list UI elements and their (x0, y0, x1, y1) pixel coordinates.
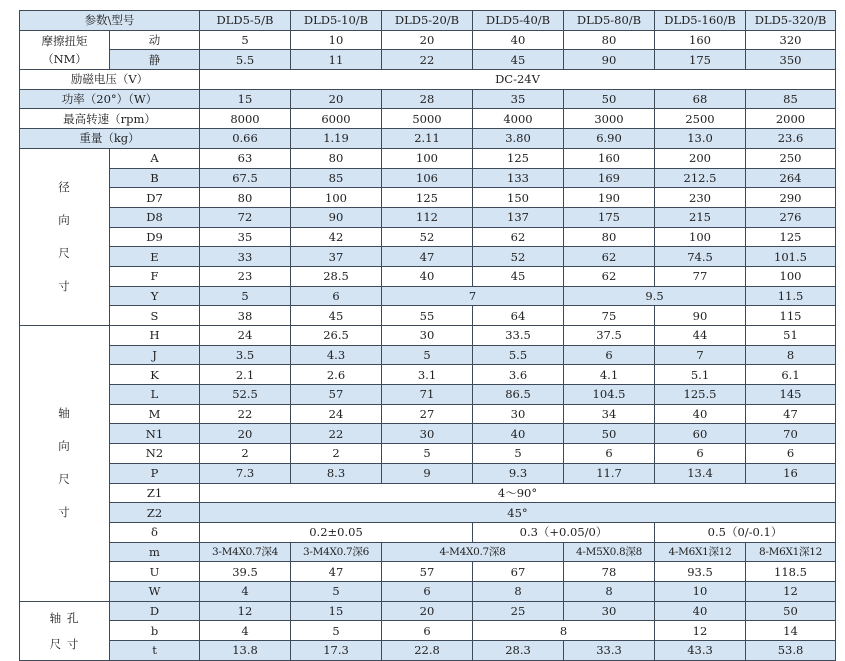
weight-cell: 23.6 (746, 129, 836, 149)
weight-cell: 3.80 (473, 129, 564, 149)
dim-cell: 27 (382, 404, 473, 424)
dim-cell: 67 (473, 562, 564, 582)
radial-row-e (20, 247, 836, 267)
dim-cell: 5 (382, 444, 473, 464)
torque-dynamic-cell: 10 (291, 30, 382, 50)
power-cell: 15 (200, 89, 291, 109)
dim-cell: 215 (655, 207, 746, 227)
dim-cell: 4 (200, 581, 291, 601)
dim-cell: 250 (746, 148, 836, 168)
power-cell: 35 (473, 89, 564, 109)
torque-label (20, 30, 110, 69)
axial-row-delta (20, 522, 836, 542)
voltage-row (20, 70, 836, 90)
dim-cell: 52.5 (200, 385, 291, 405)
dim-cell: 60 (655, 424, 746, 444)
model-header: DLD5-20/B (382, 11, 473, 31)
dim-cell: 14 (746, 621, 836, 641)
dim-cell: 100 (382, 148, 473, 168)
dim-cell: 22 (200, 404, 291, 424)
weight-cell: 0.66 (200, 129, 291, 149)
dim-cell: 20 (382, 601, 473, 621)
dim-cell: 0.2±0.05 (200, 522, 473, 542)
dim-cell: 85 (291, 168, 382, 188)
torque-static-label: 静 (110, 50, 200, 70)
axial-row-z1 (20, 483, 836, 503)
radial-row-d8 (20, 207, 836, 227)
dim-key: m (110, 542, 200, 562)
torque-dynamic-cell: 40 (473, 30, 564, 50)
dim-cell: 35 (200, 227, 291, 247)
dim-cell: 11.7 (564, 463, 655, 483)
dim-cell: 47 (291, 562, 382, 582)
dim-cell: 2 (291, 444, 382, 464)
torque-dynamic-cell: 160 (655, 30, 746, 50)
dim-cell: 75 (564, 306, 655, 326)
model-header: DLD5-80/B (564, 11, 655, 31)
dim-key: D8 (110, 207, 200, 227)
axial-row-n2 (20, 444, 836, 464)
dim-cell: 133 (473, 168, 564, 188)
torque-static-row (20, 50, 836, 70)
axial-group-label-char: 寸 (58, 505, 71, 520)
dim-cell: 52 (382, 227, 473, 247)
dim-key: δ (110, 522, 200, 542)
dim-key: Z2 (110, 503, 200, 523)
dim-cell: 90 (291, 207, 382, 227)
bore-group-line: 轴 孔 (49, 610, 80, 625)
torque-dynamic-cell: 80 (564, 30, 655, 50)
dim-key: t (110, 641, 200, 661)
dim-cell: 40 (655, 404, 746, 424)
dim-cell: 2 (200, 444, 291, 464)
dim-cell: 6.1 (746, 365, 836, 385)
dim-cell: 7.3 (200, 463, 291, 483)
dim-cell: 4-M5X0.8深8 (564, 542, 655, 562)
voltage-label: 励磁电压（V） (20, 70, 200, 90)
dim-cell: 62 (564, 247, 655, 267)
dim-cell: 25 (473, 601, 564, 621)
dim-key: E (110, 247, 200, 267)
dim-cell: 4.3 (291, 345, 382, 365)
speed-cell: 8000 (200, 109, 291, 129)
torque-dynamic-cell: 5 (200, 30, 291, 50)
torque-label-line2: （NM） (42, 51, 87, 66)
spec-table (19, 10, 836, 661)
dim-key: H (110, 326, 200, 346)
dim-cell: 86.5 (473, 385, 564, 405)
dim-cell: 112 (382, 207, 473, 227)
dim-cell: 30 (382, 326, 473, 346)
dim-key: D9 (110, 227, 200, 247)
dim-cell: 24 (291, 404, 382, 424)
weight-cell: 1.19 (291, 129, 382, 149)
dim-cell: 6 (564, 345, 655, 365)
dim-cell: 230 (655, 188, 746, 208)
dim-cell: 8-M6X1深12 (746, 542, 836, 562)
dim-cell: 23 (200, 266, 291, 286)
dim-cell: 40 (655, 601, 746, 621)
dim-cell: 175 (564, 207, 655, 227)
dim-cell: 7 (655, 345, 746, 365)
torque-static-cell: 11 (291, 50, 382, 70)
axial-row-l (20, 385, 836, 405)
dim-cell: 20 (200, 424, 291, 444)
dim-cell: 9 (382, 463, 473, 483)
dim-cell: 100 (746, 266, 836, 286)
torque-static-cell: 90 (564, 50, 655, 70)
radial-group-label-char: 径 (58, 179, 71, 194)
axial-row-h (20, 326, 836, 346)
dim-cell: 80 (291, 148, 382, 168)
radial-group-label (20, 148, 110, 325)
voltage-value: DC-24V (200, 70, 836, 90)
power-row (20, 89, 836, 109)
bore-group-label (20, 601, 110, 660)
dim-cell: 6 (291, 286, 382, 306)
dim-cell: 50 (564, 424, 655, 444)
speed-cell: 3000 (564, 109, 655, 129)
dim-cell: 70 (746, 424, 836, 444)
power-cell: 68 (655, 89, 746, 109)
dim-cell: 2.6 (291, 365, 382, 385)
dim-cell: 125 (746, 227, 836, 247)
dim-cell: 57 (382, 562, 473, 582)
dim-cell: 0.3（+0.05/0） (473, 522, 655, 542)
dim-cell: 106 (382, 168, 473, 188)
dim-cell: 33 (200, 247, 291, 267)
dim-cell: 190 (564, 188, 655, 208)
dim-cell: 30 (382, 424, 473, 444)
dim-key: Y (110, 286, 200, 306)
axial-row-p (20, 463, 836, 483)
axial-row-w (20, 581, 836, 601)
dim-key: N2 (110, 444, 200, 464)
weight-cell: 2.11 (382, 129, 473, 149)
dim-cell: 15 (291, 601, 382, 621)
dim-cell: 145 (746, 385, 836, 405)
speed-cell: 5000 (382, 109, 473, 129)
dim-cell: 33.3 (564, 641, 655, 661)
dim-cell: 8 (473, 621, 655, 641)
dim-key: L (110, 385, 200, 405)
model-header: DLD5-5/B (200, 11, 291, 31)
dim-key: W (110, 581, 200, 601)
dim-cell: 40 (382, 266, 473, 286)
dim-cell: 90 (655, 306, 746, 326)
dim-cell: 4～90° (200, 483, 836, 503)
radial-group-label-char: 尺 (58, 245, 71, 260)
torque-static-cell: 45 (473, 50, 564, 70)
dim-key: b (110, 621, 200, 641)
torque-dynamic-label: 动 (110, 30, 200, 50)
dim-cell: 45 (291, 306, 382, 326)
dim-cell: 74.5 (655, 247, 746, 267)
dim-cell: 5.1 (655, 365, 746, 385)
dim-key: K (110, 365, 200, 385)
dim-cell: 137 (473, 207, 564, 227)
dim-cell: 57 (291, 385, 382, 405)
torque-static-cell: 5.5 (200, 50, 291, 70)
dim-cell: 100 (655, 227, 746, 247)
radial-row-d9 (20, 227, 836, 247)
power-cell: 20 (291, 89, 382, 109)
dim-cell: 71 (382, 385, 473, 405)
dim-cell: 64 (473, 306, 564, 326)
dim-key: M (110, 404, 200, 424)
dim-cell: 40 (473, 424, 564, 444)
dim-cell: 200 (655, 148, 746, 168)
speed-cell: 2500 (655, 109, 746, 129)
dim-cell: 101.5 (746, 247, 836, 267)
dim-cell: 55 (382, 306, 473, 326)
speed-label: 最高转速（rpm） (20, 109, 200, 129)
dim-cell: 72 (200, 207, 291, 227)
dim-cell: 150 (473, 188, 564, 208)
radial-group-label-char: 寸 (58, 278, 71, 293)
dim-key: P (110, 463, 200, 483)
model-header: DLD5-320/B (746, 11, 836, 31)
dim-cell: 5 (291, 621, 382, 641)
axial-group-label (20, 326, 110, 602)
speed-cell: 6000 (291, 109, 382, 129)
axial-group-label-char: 向 (58, 439, 71, 454)
dim-cell: 93.5 (655, 562, 746, 582)
dim-cell: 62 (564, 266, 655, 286)
dim-cell: 34 (564, 404, 655, 424)
dim-cell: 3.1 (382, 365, 473, 385)
radial-row-a (20, 148, 836, 168)
dim-cell: 45 (473, 266, 564, 286)
dim-key: J (110, 345, 200, 365)
dim-cell: 42 (291, 227, 382, 247)
dim-cell: 12 (655, 621, 746, 641)
radial-group-label-char: 向 (58, 212, 71, 227)
dim-cell: 290 (746, 188, 836, 208)
bore-row-d (20, 601, 836, 621)
dim-cell: 2.1 (200, 365, 291, 385)
dim-cell: 28.3 (473, 641, 564, 661)
dim-key: U (110, 562, 200, 582)
dim-cell: 169 (564, 168, 655, 188)
dim-cell: 50 (746, 601, 836, 621)
axial-group-label-char: 尺 (58, 472, 71, 487)
dim-cell: 78 (564, 562, 655, 582)
weight-label: 重量（kg） (20, 129, 200, 149)
torque-dynamic-cell: 320 (746, 30, 836, 50)
dim-cell: 118.5 (746, 562, 836, 582)
param-model-header: 参数\型号 (20, 11, 200, 31)
dim-cell: 6 (746, 444, 836, 464)
power-cell: 28 (382, 89, 473, 109)
dim-cell: 125 (382, 188, 473, 208)
dim-cell: 8 (564, 581, 655, 601)
dim-key: B (110, 168, 200, 188)
dim-cell: 5 (291, 581, 382, 601)
dim-cell: 264 (746, 168, 836, 188)
axial-row-u (20, 562, 836, 582)
dim-cell: 12 (200, 601, 291, 621)
power-cell: 85 (746, 89, 836, 109)
torque-static-cell: 175 (655, 50, 746, 70)
dim-cell: 5 (200, 286, 291, 306)
dim-key: A (110, 148, 200, 168)
torque-static-cell: 350 (746, 50, 836, 70)
dim-cell: 6 (382, 621, 473, 641)
dim-cell: 24 (200, 326, 291, 346)
axial-row-n1 (20, 424, 836, 444)
dim-cell: 51 (746, 326, 836, 346)
dim-key: D (110, 601, 200, 621)
dim-cell: 9.3 (473, 463, 564, 483)
model-header: DLD5-160/B (655, 11, 746, 31)
model-header: DLD5-10/B (291, 11, 382, 31)
radial-row-b (20, 168, 836, 188)
radial-row-y (20, 286, 836, 306)
dim-cell: 38 (200, 306, 291, 326)
torque-dynamic-cell: 20 (382, 30, 473, 50)
dim-cell: 52 (473, 247, 564, 267)
dim-key: F (110, 266, 200, 286)
dim-cell: 6 (655, 444, 746, 464)
speed-cell: 2000 (746, 109, 836, 129)
dim-cell: 8 (746, 345, 836, 365)
dim-cell: 4 (200, 621, 291, 641)
dim-cell: 22 (291, 424, 382, 444)
power-cell: 50 (564, 89, 655, 109)
dim-cell: 43.3 (655, 641, 746, 661)
dim-cell: 30 (564, 601, 655, 621)
dim-cell: 63 (200, 148, 291, 168)
dim-cell: 5 (473, 444, 564, 464)
dim-cell: 44 (655, 326, 746, 346)
axial-group-label-char: 轴 (58, 406, 71, 421)
dim-cell: 4.1 (564, 365, 655, 385)
dim-cell: 6 (564, 444, 655, 464)
torque-dynamic-row (20, 30, 836, 50)
dim-cell: 104.5 (564, 385, 655, 405)
dim-cell: 30 (473, 404, 564, 424)
dim-cell: 13.8 (200, 641, 291, 661)
dim-key: D7 (110, 188, 200, 208)
dim-key: S (110, 306, 200, 326)
dim-cell: 26.5 (291, 326, 382, 346)
dim-key: Z1 (110, 483, 200, 503)
torque-static-cell: 22 (382, 50, 473, 70)
dim-cell: 39.5 (200, 562, 291, 582)
dim-cell: 125.5 (655, 385, 746, 405)
speed-row (20, 109, 836, 129)
dim-cell: 22.8 (382, 641, 473, 661)
bore-row-t (20, 641, 836, 661)
dim-cell: 37.5 (564, 326, 655, 346)
dim-cell: 28.5 (291, 266, 382, 286)
dim-cell: 12 (746, 581, 836, 601)
dim-cell: 8.3 (291, 463, 382, 483)
dim-key: N1 (110, 424, 200, 444)
dim-cell: 100 (291, 188, 382, 208)
speed-cell: 4000 (473, 109, 564, 129)
bore-group-line: 尺 寸 (49, 636, 80, 651)
dim-cell: 80 (564, 227, 655, 247)
header-row (20, 11, 836, 31)
dim-cell: 115 (746, 306, 836, 326)
torque-label-line1: 摩擦扭矩 (41, 33, 88, 48)
dim-cell: 160 (564, 148, 655, 168)
axial-row-m (20, 404, 836, 424)
dim-cell: 212.5 (655, 168, 746, 188)
axial-row-k (20, 365, 836, 385)
dim-cell: 77 (655, 266, 746, 286)
radial-row-f (20, 266, 836, 286)
weight-row (20, 129, 836, 149)
dim-cell: 5 (382, 345, 473, 365)
dim-cell: 125 (473, 148, 564, 168)
dim-cell: 47 (382, 247, 473, 267)
dim-cell: 5.5 (473, 345, 564, 365)
dim-cell: 7 (382, 286, 564, 306)
radial-row-d7 (20, 188, 836, 208)
bore-row-b (20, 621, 836, 641)
dim-cell: 8 (473, 581, 564, 601)
dim-cell: 62 (473, 227, 564, 247)
dim-cell: 6 (382, 581, 473, 601)
dim-cell: 3-M4X0.7深4 (200, 542, 291, 562)
dim-cell: 67.5 (200, 168, 291, 188)
dim-cell: 3-M4X0.7深6 (291, 542, 382, 562)
dim-cell: 53.8 (746, 641, 836, 661)
dim-cell: 3.5 (200, 345, 291, 365)
dim-cell: 16 (746, 463, 836, 483)
dim-cell: 13.4 (655, 463, 746, 483)
dim-cell: 4-M6X1深12 (655, 542, 746, 562)
dim-cell: 9.5 (564, 286, 746, 306)
axial-row-m (20, 542, 836, 562)
model-header: DLD5-40/B (473, 11, 564, 31)
dim-cell: 276 (746, 207, 836, 227)
axial-row-z2 (20, 503, 836, 523)
weight-cell: 13.0 (655, 129, 746, 149)
dim-cell: 17.3 (291, 641, 382, 661)
dim-cell: 11.5 (746, 286, 836, 306)
dim-cell: 37 (291, 247, 382, 267)
dim-cell: 3.6 (473, 365, 564, 385)
dim-cell: 10 (655, 581, 746, 601)
dim-cell: 4-M4X0.7深8 (382, 542, 564, 562)
dim-cell: 45° (200, 503, 836, 523)
dim-cell: 80 (200, 188, 291, 208)
dim-cell: 47 (746, 404, 836, 424)
axial-row-j (20, 345, 836, 365)
weight-cell: 6.90 (564, 129, 655, 149)
dim-cell: 0.5（0/-0.1） (655, 522, 836, 542)
dim-cell: 33.5 (473, 326, 564, 346)
radial-row-s (20, 306, 836, 326)
power-label: 功率（20°）（W） (20, 89, 200, 109)
